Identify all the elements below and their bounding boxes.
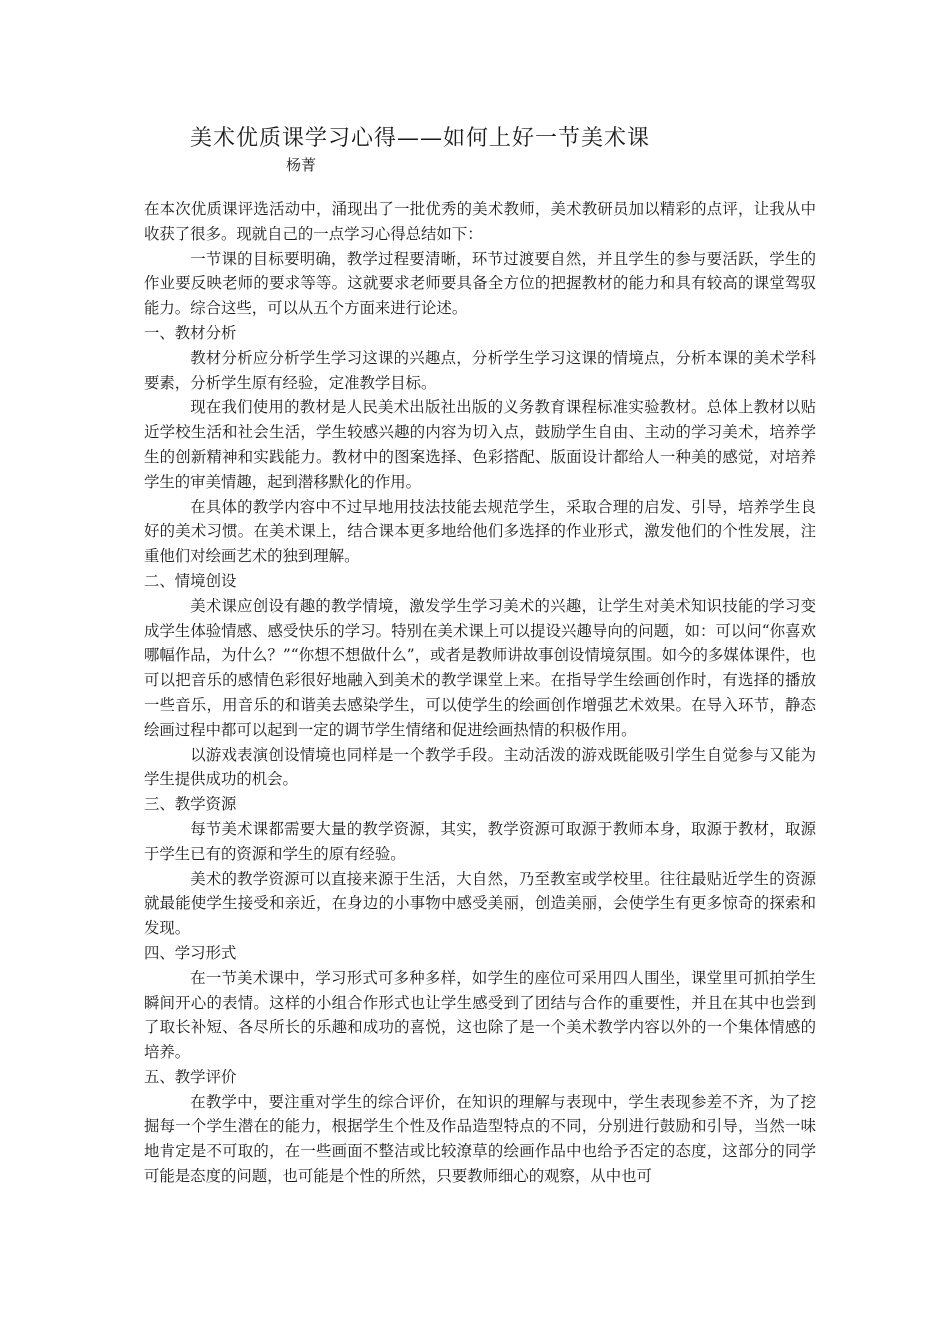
body-paragraph: 教材分析应分析学生学习这课的兴趣点，分析学生学习这课的情境点，分析本课的美术学科要素，分析学生原有经验，定准教学目标。 — [144, 348, 816, 392]
body-paragraph: 一节课的目标要明确，教学过程要清晰，环节过渡要自然，并且学生的参与要活跃，学生的作业要反映老师的要求等等。这就要求老师要具备全方位的把握教材的能力和具有较高的课堂驾驭能力。综合这些，可以从五个方面来进行论述。 — [144, 249, 816, 318]
body-paragraph: 在教学中，要注重对学生的综合评价，在知识的理解与表现中，学生表现参差不齐，为了挖掘每一个学生潜在的能力，根据学生个性及作品造型特点的不同，分别进行鼓励和引导，当然一味地肯定是不可取的，在一些画面不整洁或比较潦草的绘画作品中也给予否定的态度，这部分的同学可能是态度的问题，也可能是个性的所然，只要教师细心的观察，从中也可 — [144, 1092, 816, 1186]
section-heading: 一、教材分析 — [144, 323, 237, 342]
document-title: 美术优质课学习心得——如何上好一节美术课 — [190, 126, 651, 151]
body-paragraph: 美术的教学资源可以直接来源于生活，大自然，乃至教室或学校里。往往最贴近学生的资源就最能使学生接受和亲近，在身边的小事物中感受美丽，创造美丽，会使学生有更多惊奇的探索和发现。 — [144, 869, 816, 938]
section-heading: 五、教学评价 — [144, 1067, 237, 1086]
body-paragraph: 在一节美术课中，学习形式可多种多样，如学生的座位可采用四人围坐，课堂里可抓拍学生瞬间开心的表情。这样的小组合作形式也让学生感受到了团结与合作的重要性，并且在其中也尝到了取长补短、各尽所长的乐趣和成功的喜悦，这也除了是一个美术教学内容以外的一个集体情感的培养。 — [144, 968, 816, 1062]
intro-paragraph: 在本次优质课评选活动中，涌现出了一批优秀的美术教师，美术教研员加以精彩的点评，让我从中收获了很多。现就自己的一点学习心得总结如下： — [144, 200, 816, 243]
body-paragraph: 现在我们使用的教材是人民美术出版社出版的义务教育课程标准实验教材。总体上教材以贴近学校生活和社会生活，学生较感兴趣的内容为切入点，鼓励学生自由、主动的学习美术，培养学生的创新精神和实践能力。教材中的图案选择、色彩搭配、版面设计都给人一种美的感觉，对培养学生的审美情趣，起到潜移默化的作用。 — [144, 398, 816, 491]
section-heading: 四、学习形式 — [144, 943, 237, 962]
document-author: 杨菁 — [286, 156, 317, 174]
body-paragraph: 在具体的教学内容中不过早地用技法技能去规范学生，采取合理的启发、引导，培养学生良好的美术习惯。在美术课上，结合课本更多地给他们多选择的作业形式，激发他们的个性发展，注重他们对绘画艺术的独到理解。 — [144, 497, 816, 566]
section-heading: 三、教学资源 — [144, 795, 237, 814]
body-paragraph: 以游戏表演创设情境也同样是一个教学手段。主动活泼的游戏既能吸引学生自觉参与又能为学生提供成功的机会。 — [144, 745, 816, 789]
document-body — [144, 197, 816, 1189]
body-paragraph: 每节美术课都需要大量的教学资源，其实，教学资源可取源于教师本身，取源于教材，取源于学生已有的资源和学生的原有经验。 — [144, 819, 816, 863]
body-paragraph: 美术课应创设有趣的教学情境，激发学生学习美术的兴趣，让学生对美术知识技能的学习变成学生体验情感、感受快乐的学习。特别在美术课上可以提设兴趣导向的问题，如：可以问“你喜欢哪幅作品，为什么？”“你想不想做什么”，或者是教师讲故事创设情境氛围。如今的多媒体课件，也可以把音乐的感情色彩很好地融入到美术的教学课堂上来。在指导学生绘画创作时，有选择的播放一些音乐，用音乐的和谐美去感染学生，可以使学生的绘画创作增强艺术效果。在导入环节，静态绘画过程中都可以起到一定的调节学生情绪和促进绘画热情的积极作用。 — [144, 596, 816, 739]
section-heading: 二、情境创设 — [144, 571, 237, 590]
